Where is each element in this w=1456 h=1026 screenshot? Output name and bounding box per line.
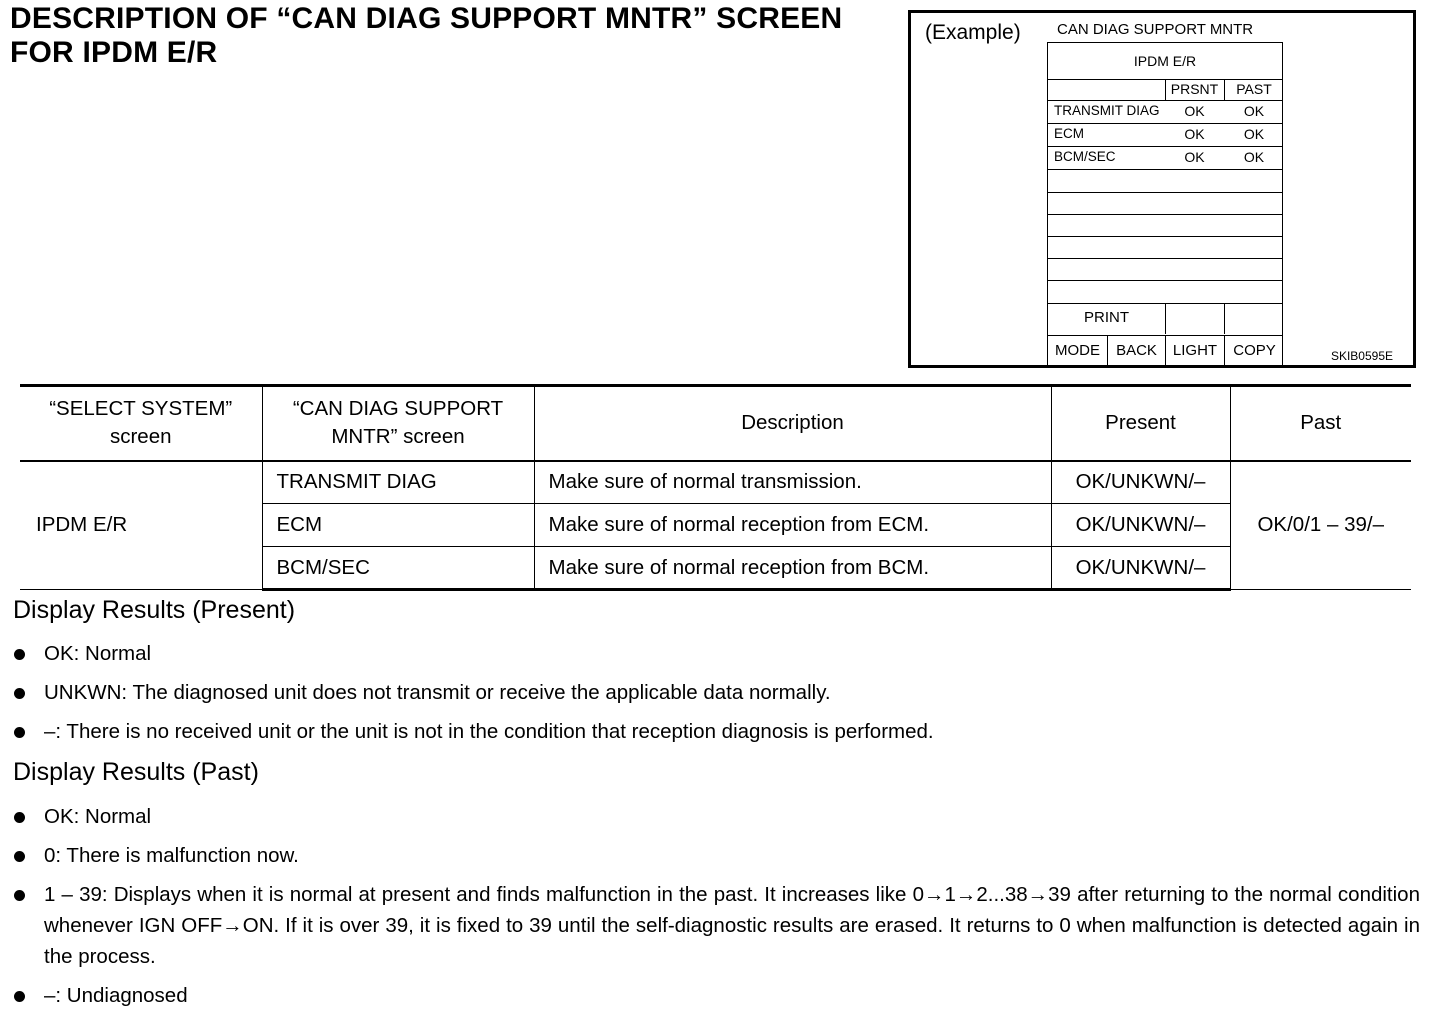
screen-item-name: BCM/SEC bbox=[1054, 149, 1116, 164]
list-item bbox=[12, 879, 1420, 972]
header-select-system-line-2: screen bbox=[109, 425, 172, 449]
list-item bbox=[12, 801, 1420, 832]
past-results-title: Display Results (Past) bbox=[13, 758, 259, 786]
screen-data-row bbox=[1048, 146, 1282, 170]
back-button[interactable]: BACK bbox=[1107, 335, 1165, 366]
bullet-icon bbox=[14, 688, 25, 699]
screen-item-name: TRANSMIT DIAG bbox=[1054, 103, 1160, 118]
light-button[interactable]: LIGHT bbox=[1165, 335, 1224, 366]
item-cell: ECM bbox=[262, 504, 534, 547]
screen-item-present: OK bbox=[1184, 103, 1205, 119]
screen-data-row bbox=[1048, 123, 1282, 147]
screen-empty-row bbox=[1048, 192, 1282, 215]
header-select-system bbox=[20, 386, 262, 461]
page-title-line-2: FOR IPDM E/R bbox=[10, 36, 218, 69]
header-description: Description bbox=[534, 386, 1051, 461]
header-present: Present bbox=[1051, 386, 1230, 461]
screen-item-present: OK bbox=[1184, 126, 1205, 142]
screen-unit-name: IPDM E/R bbox=[1133, 53, 1197, 69]
screen-empty-row bbox=[1048, 236, 1282, 259]
past-results-list bbox=[12, 801, 1420, 1019]
list-item-text: –: Undiagnosed bbox=[44, 984, 188, 1007]
consult-screen bbox=[1047, 42, 1283, 366]
header-can-diag bbox=[262, 386, 534, 461]
page-title-line-1: DESCRIPTION OF “CAN DIAG SUPPORT MNTR” SCREEN bbox=[10, 2, 843, 35]
list-item-text: 0: There is malfunction now. bbox=[44, 844, 299, 867]
copy-button[interactable]: COPY bbox=[1224, 335, 1284, 366]
list-item bbox=[12, 716, 1420, 747]
item-cell: BCM/SEC bbox=[262, 547, 534, 590]
table-header-row bbox=[20, 386, 1411, 461]
bullet-icon bbox=[14, 890, 25, 901]
screen-item-present: OK bbox=[1184, 149, 1205, 165]
screen-button-row bbox=[1048, 335, 1282, 366]
screen-header-row bbox=[1048, 79, 1282, 101]
screen-col-present: PRSNT bbox=[1170, 81, 1219, 97]
past-cell: OK/0/1 – 39/– bbox=[1230, 461, 1411, 590]
description-cell: Make sure of normal reception from ECM. bbox=[534, 504, 1051, 547]
screen-item-name: ECM bbox=[1054, 126, 1084, 141]
bullet-icon bbox=[14, 727, 25, 738]
print-button[interactable]: PRINT bbox=[1084, 309, 1129, 326]
bullet-icon bbox=[14, 812, 25, 823]
list-item bbox=[12, 840, 1420, 871]
header-past: Past bbox=[1230, 386, 1411, 461]
blank-button[interactable] bbox=[1165, 303, 1224, 334]
mode-button[interactable]: MODE bbox=[1055, 342, 1100, 359]
present-cell: OK/UNKWN/– bbox=[1051, 547, 1230, 590]
item-cell: TRANSMIT DIAG bbox=[262, 461, 534, 504]
description-cell: Make sure of normal reception from BCM. bbox=[534, 547, 1051, 590]
screen-item-past: OK bbox=[1243, 126, 1265, 142]
present-cell: OK/UNKWN/– bbox=[1051, 461, 1230, 504]
table-row bbox=[20, 461, 1411, 504]
list-item bbox=[12, 980, 1420, 1011]
screen-item-past: OK bbox=[1243, 103, 1265, 119]
example-screen-figure bbox=[908, 10, 1416, 368]
blank-button[interactable] bbox=[1224, 303, 1284, 334]
bullet-icon bbox=[14, 649, 25, 660]
list-item-text: 1 – 39: Displays when it is normal at present and finds malfunction in the past. It increases like 0→1→2...38→39 after returning to the normal condition whenever IGN OFF→ON. If it is over 39, it is fixed to 39 until the self-diagnostic results are erased. It returns to 0 when malfunction is detected again in the process. bbox=[44, 883, 1420, 968]
screen-unit-row bbox=[1048, 43, 1282, 80]
list-item-text: OK: Normal bbox=[44, 805, 152, 828]
description-cell: Make sure of normal transmission. bbox=[534, 461, 1051, 504]
bullet-icon bbox=[14, 991, 25, 1002]
screen-empty-row bbox=[1048, 280, 1282, 304]
list-item bbox=[12, 638, 1420, 669]
present-results-title: Display Results (Present) bbox=[13, 596, 296, 624]
screen-empty-row bbox=[1048, 258, 1282, 281]
screen-empty-row bbox=[1048, 169, 1282, 193]
header-select-system-line-1: “SELECT SYSTEM” bbox=[49, 397, 233, 421]
screen-print-row bbox=[1048, 303, 1282, 336]
can-diag-table bbox=[20, 384, 1411, 591]
screen-col-past: PAST bbox=[1236, 81, 1272, 97]
system-cell: IPDM E/R bbox=[20, 461, 262, 590]
bullet-icon bbox=[14, 851, 25, 862]
list-item-text: –: There is no received unit or the unit is not in the condition that reception diagnosis is performed. bbox=[44, 720, 934, 743]
page-title bbox=[10, 2, 842, 70]
header-can-diag-line-2: MNTR” screen bbox=[331, 425, 465, 449]
screen-item-past: OK bbox=[1243, 149, 1265, 165]
list-item-text: UNKWN: The diagnosed unit does not transmit or receive the applicable data normally. bbox=[44, 681, 831, 704]
header-can-diag-line-1: “CAN DIAG SUPPORT bbox=[292, 397, 504, 421]
figure-ref-code: SKIB0595E bbox=[1330, 349, 1393, 363]
screen-data-row bbox=[1048, 100, 1282, 124]
list-item bbox=[12, 677, 1420, 708]
present-cell: OK/UNKWN/– bbox=[1051, 504, 1230, 547]
example-label: (Example) bbox=[925, 21, 1021, 44]
list-item-text: OK: Normal bbox=[44, 642, 152, 665]
screen-title: CAN DIAG SUPPORT MNTR bbox=[1057, 21, 1254, 38]
present-results-list bbox=[12, 638, 1420, 755]
screen-empty-row bbox=[1048, 214, 1282, 237]
